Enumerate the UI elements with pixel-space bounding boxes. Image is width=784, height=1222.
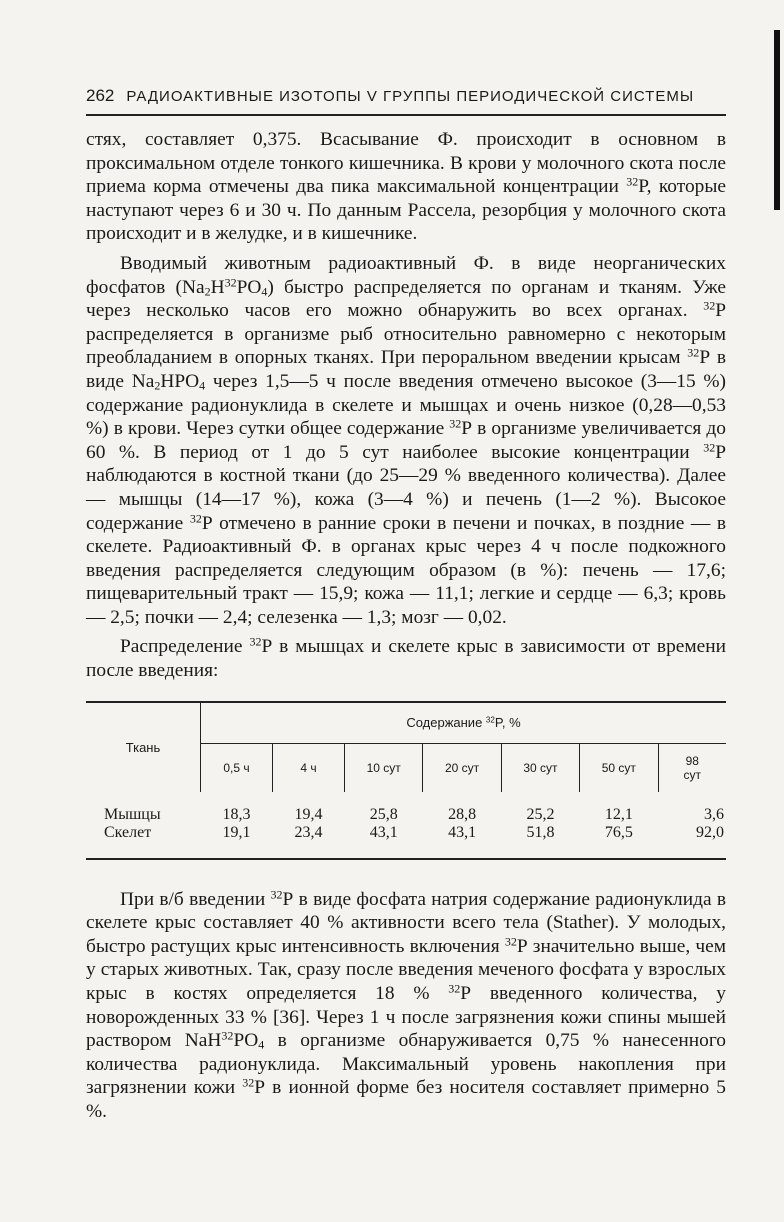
row-label: Мышцы xyxy=(104,805,161,823)
table-cell: 28,8 xyxy=(448,805,477,823)
tissue-header: Ткань xyxy=(86,702,201,792)
body-text-bottom xyxy=(86,888,726,1124)
table-cell: 12,1 xyxy=(604,805,633,823)
table-cell: 25,2 xyxy=(526,805,555,823)
running-title: РАДИОАКТИВНЫЕ ИЗОТОПЫ V ГРУППЫ ПЕРИОДИЧЕСКОЙ СИСТЕМЫ xyxy=(126,88,695,105)
table-cell: 3,6 xyxy=(704,805,724,823)
col-header: 50 сут xyxy=(580,743,658,792)
col-header: 10 сут xyxy=(345,743,423,792)
table-cell: 92,0 xyxy=(696,823,724,841)
distribution-table xyxy=(86,701,726,860)
col-header: 4 ч xyxy=(273,743,345,792)
content-group-header: Содержание $^{32}$P, % xyxy=(201,702,727,744)
paragraph-4: При в/б введении $^{32}$Р в виде фосфата натрия содержание радионуклида в скелете крыс составляет 40 % активности всего тела (Stather). У молодых, быстро растущих крыс интенсивность включения $^{32}$Р значительно выше, чем у старых животных. Так, сразу после введения меченого фосфата у взрослых крыс в костях определяется 18 % $^{32}$Р введенного количества, у новорожденных 33 % [36]. Через 1 ч после загрязнения кожи спины мышей раствором $NaH^{32}PO_4$ в организме обнаруживается 0,75 % нанесенного количества радионуклида. Максимальный уровень накопления при загрязнении кожи $^{32}$Р в ионной форме без носителя составляет примерно 5 %. xyxy=(86,887,726,1122)
table-cell: 51,8 xyxy=(526,823,555,841)
table-cell: 25,8 xyxy=(369,805,398,823)
col-header: 30 сут xyxy=(501,743,579,792)
paragraph-2: Вводимый животным радиоактивный Ф. в виде неорганических фосфатов $(Na_2H^{32}PO_4)$ быстро распределяется по органам и тканям. Уже через несколько часов его можно обнаружить во всех органах. $^{32}$Р распределяется в организме рыб относительно равномерно с некоторым преобладанием в опорных тканях. При пероральном введении крысам $^{32}$Р в виде $Na_2HPO_4$ через 1,5—5 ч после введения отмечено высокое (3—15 %) содержание радионуклида в скелете и мышцах и очень низкое (0,28—0,53 %) в крови. Через сутки общее содержание $^{32}$Р в организме увеличивается до 60 %. В период от 1 до 5 сут наиболее высокие концентрации $^{32}$Р наблюдаются в костной ткани (до 25—29 % введенного количества). Далее — мышцы (14—17 %), кожа (3—4 %) и печень (1—2 %). Высокое содержание $^{32}$Р отмечено в ранние сроки в печени и почках, в поздние — в скелете. Радиоактивный Ф. в органах крыс через 4 ч после подкожного введения распределяется следующим образом (в %): печень — 17,6; пищеварительный тракт — 15,9; кожа — 11,1; легкие и сердце — 6,3; кровь — 2,5; почки — 2,4; селезенка — 1,3; мозг — 0,02. xyxy=(86,252,726,628)
table-cell: 23,4 xyxy=(294,823,323,841)
running-header xyxy=(86,86,726,116)
table-cell: 43,1 xyxy=(369,823,398,841)
page-number: 262 xyxy=(86,86,115,105)
row-label: Скелет xyxy=(104,823,152,841)
page-edge-mark xyxy=(774,30,780,210)
table-row xyxy=(86,792,726,824)
col-header: 0,5 ч xyxy=(201,743,273,792)
paragraph-1: стях, составляет 0,375. Всасывание Ф. происходит в основном в проксимальном отделе тонкого кишечника. В крови у молочного скота после приема корма отмечены два пика максимальной концентрации $^{32}$Р, которые наступают через 6 и 30 ч. По данным Рассела, резорбция у молочного скота происходит и в желудке, и в кишечнике. xyxy=(86,129,726,245)
book-page xyxy=(86,86,726,1124)
table-cell: 19,1 xyxy=(222,823,251,841)
col-header: 98 сут xyxy=(683,753,701,782)
table-cell: 18,3 xyxy=(222,805,251,823)
col-header: 20 сут xyxy=(423,743,501,792)
paragraph-3: Распределение $^{32}$Р в мышцах и скелете крыс в зависимости от времени после введения: xyxy=(86,634,726,682)
table-cell: 43,1 xyxy=(448,823,477,841)
table-cell: 19,4 xyxy=(294,805,323,823)
body-text-top xyxy=(86,128,726,683)
table-row xyxy=(86,824,726,859)
table-cell: 76,5 xyxy=(604,823,633,841)
